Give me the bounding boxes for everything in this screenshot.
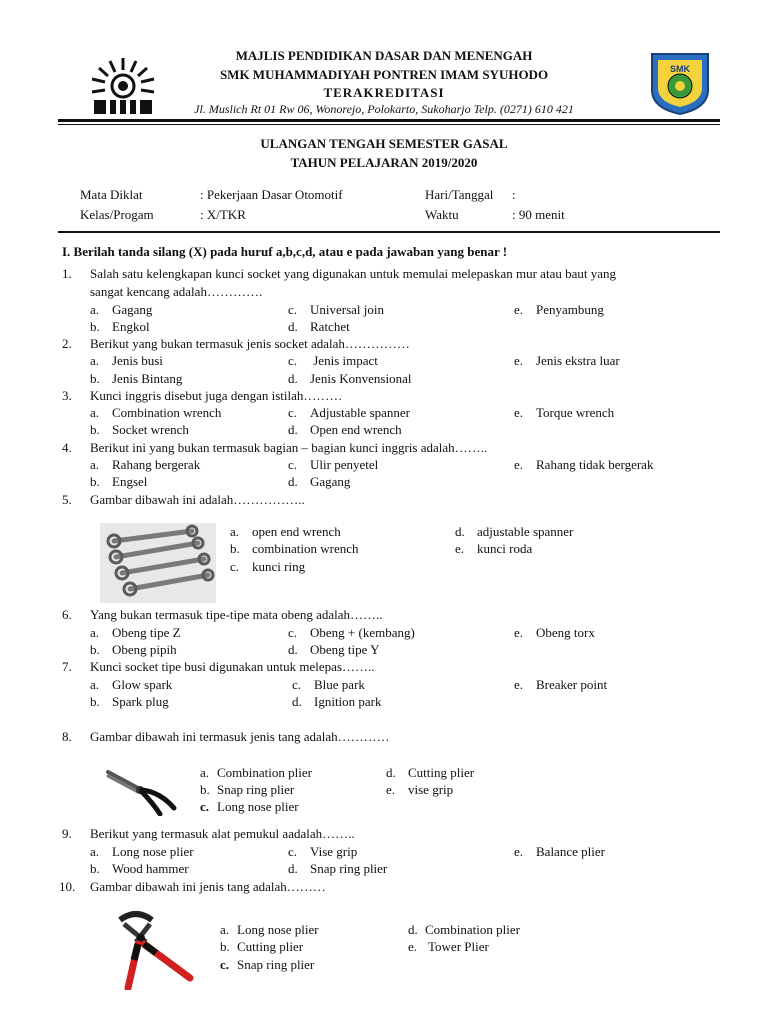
q8-option-d[interactable]: d. Cutting plier [386, 765, 475, 780]
q3-text: Kunci inggris disebut juga dengan istilah……… [90, 388, 343, 403]
q1-option-b[interactable]: b. Engkol [90, 319, 150, 334]
q9-option-d[interactable]: d. Snap ring plier [288, 861, 388, 876]
q1-number: 1. [62, 266, 72, 281]
q5-option-a[interactable]: a. open end wrench [230, 524, 341, 539]
q8-option-b[interactable]: b. Snap ring plier [200, 782, 295, 797]
wrench-set-image-icon [100, 523, 216, 603]
info-mata-value: : Pekerjaan Dasar Otomotif [200, 187, 343, 202]
q9-number: 9. [62, 826, 72, 841]
header-address: Jl. Muslich Rt 01 Rw 06, Wonorejo, Polokarto, Sukoharjo Telp. (0271) 610 421 [194, 102, 574, 116]
q7-option-d[interactable]: d. Ignition park [292, 694, 382, 709]
q2-option-a[interactable]: a. Jenis busi [90, 353, 163, 368]
q5-option-c[interactable]: c. kunci ring [230, 559, 306, 574]
q5-option-b[interactable]: b. combination wrench [230, 541, 359, 556]
q2-option-b[interactable]: b. Jenis Bintang [90, 371, 183, 386]
q10-text: Gambar dibawah ini jenis tang adalah……… [90, 879, 326, 894]
q2-option-e[interactable]: e. Jenis ekstra luar [514, 353, 620, 368]
q7-text: Kunci socket tipe busi digunakan untuk melepas…….. [90, 659, 375, 674]
q2-option-c[interactable]: c. Jenis impact [288, 353, 378, 368]
q7-option-a[interactable]: a. Glow spark [90, 677, 173, 692]
header-divider-thin [58, 124, 720, 125]
q8-option-c[interactable]: c. Long nose plier [200, 799, 299, 814]
q6-option-c[interactable]: c. Obeng + (kembang) [288, 625, 415, 640]
q6-option-e[interactable]: e. Obeng torx [514, 625, 595, 640]
q5-option-e[interactable]: e. kunci roda [455, 541, 533, 556]
header-line-3: TERAKREDITASI [323, 85, 445, 100]
logo-text: SMK [670, 64, 690, 74]
exam-year: TAHUN PELAJARAN 2019/2020 [290, 155, 478, 170]
q2-option-d[interactable]: d. Jenis Konvensional [288, 371, 412, 386]
q4-number: 4. [62, 440, 72, 455]
q8-text: Gambar dibawah ini termasuk jenis tang adalah………… [90, 729, 390, 744]
q3-option-d[interactable]: d. Open end wrench [288, 422, 402, 437]
exam-title: ULANGAN TENGAH SEMESTER GASAL [260, 136, 508, 151]
header-line-2: SMK MUHAMMADIYAH PONTREN IMAM SYUHODO [219, 67, 549, 82]
q10-option-d[interactable]: d. Combination plier [408, 922, 520, 937]
q8-option-a[interactable]: a. Combination plier [200, 765, 312, 780]
q10-option-b[interactable]: b. Cutting plier [220, 939, 304, 954]
q2-text: Berikut yang bukan termasuk jenis socket adalah…………… [90, 336, 410, 351]
q1-option-d[interactable]: d. Ratchet [288, 319, 350, 334]
q9-option-e[interactable]: e. Balance plier [514, 844, 605, 859]
q5-option-d[interactable]: d. adjustable spanner [455, 524, 574, 539]
q5-text: Gambar dibawah ini adalah…………….. [90, 492, 305, 507]
q4-option-c[interactable]: c. Ulir penyetel [288, 457, 379, 472]
q3-option-c[interactable]: c. Adjustable spanner [288, 405, 411, 420]
q8-number: 8. [62, 729, 72, 744]
q7-option-e[interactable]: e. Breaker point [514, 677, 608, 692]
q2-number: 2. [62, 336, 72, 351]
info-kelas-label: Kelas/Progam [80, 207, 154, 222]
q6-text: Yang bukan termasuk tipe-tipe mata obeng adalah…….. [90, 607, 383, 622]
q5-number: 5. [62, 492, 72, 507]
info-waktu-value: : 90 menit [512, 207, 565, 222]
q3-option-a[interactable]: a. Combination wrench [90, 405, 222, 420]
q6-option-b[interactable]: b. Obeng pipih [90, 642, 177, 657]
q6-number: 6. [62, 607, 72, 622]
q7-option-c[interactable]: c. Blue park [292, 677, 365, 692]
q3-number: 3. [62, 388, 72, 403]
info-divider [58, 231, 720, 233]
q10-number: 10. [59, 879, 76, 894]
q1-option-c[interactable]: c. Universal join [288, 302, 385, 317]
tower-plier-image-icon [106, 908, 196, 990]
q9-text: Berikut yang termasuk alat pemukul aadalah…….. [90, 826, 355, 841]
info-hari-value: : [512, 187, 516, 202]
q3-option-e[interactable]: e. Torque wrench [514, 405, 615, 420]
q1-option-a[interactable]: a. Gagang [90, 302, 153, 317]
q10-option-a[interactable]: a. Long nose plier [220, 922, 319, 937]
info-mata-label: Mata Diklat [80, 187, 143, 202]
q3-option-b[interactable]: b. Socket wrench [90, 422, 189, 437]
q10-option-e[interactable]: e. Tower Plier [408, 939, 489, 954]
section-title: I. Berilah tanda silang (X) pada huruf a,b,c,d, atau e pada jawaban yang benar ! [62, 244, 508, 259]
q4-option-b[interactable]: b. Engsel [90, 474, 148, 489]
long-nose-plier-image-icon [104, 762, 180, 816]
header-divider-thick [58, 119, 720, 122]
q1-text: Salah satu kelengkapan kunci socket yang digunakan untuk memulai melepaskan mur atau baut yang [90, 266, 616, 281]
q7-number: 7. [62, 659, 72, 674]
q1-text-line2: sangat kencang adalah…………. [90, 284, 263, 299]
q9-option-b[interactable]: b. Wood hammer [90, 861, 189, 876]
q9-option-a[interactable]: a. Long nose plier [90, 844, 194, 859]
q6-option-d[interactable]: d. Obeng tipe Y [288, 642, 380, 657]
q6-option-a[interactable]: a. Obeng tipe Z [90, 625, 181, 640]
q4-text: Berikut ini yang bukan termasuk bagian – bagian kunci inggris adalah…….. [90, 440, 488, 455]
info-hari-label: Hari/Tanggal [425, 187, 494, 202]
q4-option-d[interactable]: d. Gagang [288, 474, 351, 489]
q7-option-b[interactable]: b. Spark plug [90, 694, 169, 709]
info-kelas-value: : X/TKR [200, 207, 246, 222]
q1-option-e[interactable]: e. Penyambung [514, 302, 604, 317]
header-line-1: MAJLIS PENDIDIKAN DASAR DAN MENENGAH [235, 48, 533, 63]
q9-option-c[interactable]: c. Vise grip [288, 844, 358, 859]
q8-option-e[interactable]: e. vise grip [386, 782, 454, 797]
info-waktu-label: Waktu [425, 207, 459, 222]
q10-option-c[interactable]: c. Snap ring plier [220, 957, 315, 972]
q4-option-a[interactable]: a. Rahang bergerak [90, 457, 201, 472]
q4-option-e[interactable]: e. Rahang tidak bergerak [514, 457, 654, 472]
